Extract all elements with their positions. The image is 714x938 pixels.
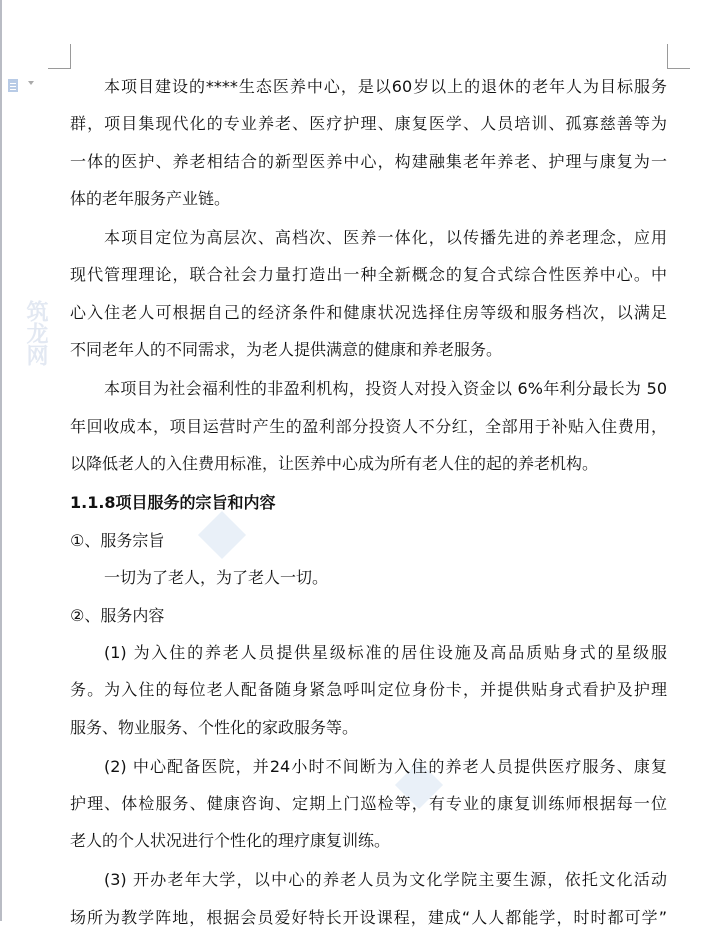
paragraph-nonprofit xyxy=(70,370,667,482)
document-icon[interactable] xyxy=(8,79,18,92)
chevron-down-icon[interactable] xyxy=(28,81,34,85)
text-line: 群，项目集现代化的专业养老、医疗护理、康复医学、人员培训、孤寡慈善等为 xyxy=(70,114,667,134)
item-title: ①、服务宗旨 xyxy=(70,530,165,550)
window-left-border xyxy=(0,0,2,921)
service-item-2 xyxy=(70,748,667,860)
text-line: 体的老年服务产业链。 xyxy=(70,189,231,209)
text-line: (2) 中心配备医院，并24小时不间断为入住的养老人员提供医疗服务、康复 xyxy=(104,756,667,776)
document-body xyxy=(70,68,667,938)
text-line: 现代管理理论，联合社会力量打造出一种全新概念的复合式综合性医养中心。中 xyxy=(70,265,667,285)
margin-corner-right xyxy=(667,44,690,69)
item-text: 一切为了老人，为了老人一切。 xyxy=(104,568,329,588)
text-line: 年回收成本，项目运营时产生的盈利部分投资人不分红，全部用于补贴入住费用， xyxy=(70,416,667,436)
service-item-3 xyxy=(70,861,667,936)
text-line: 老人的个人状况进行个性化的理疗康复训练。 xyxy=(70,831,391,851)
paragraph-intro xyxy=(70,68,667,218)
text-line: (1) 为入住的养老人员提供星级标准的居住设施及高品质贴身式的星级服 xyxy=(104,642,667,662)
text-line: 场所为教学阵地，根据会员爱好特长开设课程，建成“人人都能学，时时都可学” xyxy=(70,907,667,927)
watermark: 筑龙网 xyxy=(23,300,48,366)
margin-corner-left xyxy=(48,44,71,69)
text-line: 服务、物业服务、个性化的家政服务等。 xyxy=(70,717,359,737)
section-heading: 1.1.8项目服务的宗旨和内容 xyxy=(70,492,276,512)
text-line: 本项目建设的****生态医养中心，是以60岁以上的退休的老年人为目标服务 xyxy=(104,77,667,96)
item-title: ②、服务内容 xyxy=(70,605,165,625)
paragraph-positioning xyxy=(70,219,667,369)
text-line: 护理、体检服务、健康咨询、定期上门巡检等，有专业的康复训练师根据每一位 xyxy=(70,794,667,814)
text-line: (3) 开办老年大学，以中心的养老人员为文化学院主要生源，依托文化活动 xyxy=(104,870,667,890)
text-line: 一体的医护、养老相结合的新型医养中心，构建融集老年养老、护理与康复为一 xyxy=(70,151,667,171)
text-line: 不同老年人的不同需求，为老人提供满意的健康和养老服务。 xyxy=(70,340,503,360)
text-line: 本项目为社会福利性的非盈利机构，投资人对投入资金以 6%年利分最长为 50 xyxy=(104,379,667,399)
service-item-1 xyxy=(70,634,667,746)
text-line: 以降低老人的入住费用标准，让医养中心成为所有老人住的起的养老机构。 xyxy=(70,453,599,473)
text-line: 务。为入住的每位老人配备随身紧急呼叫定位身份卡，并提供贴身式看护及护理 xyxy=(70,680,667,700)
text-line: 心入住老人可根据自己的经济条件和健康状况选择住房等级和服务档次，以满足 xyxy=(70,302,667,322)
text-line: 本项目定位为高层次、高档次、医养一体化，以传播先进的养老理念，应用 xyxy=(104,228,667,248)
